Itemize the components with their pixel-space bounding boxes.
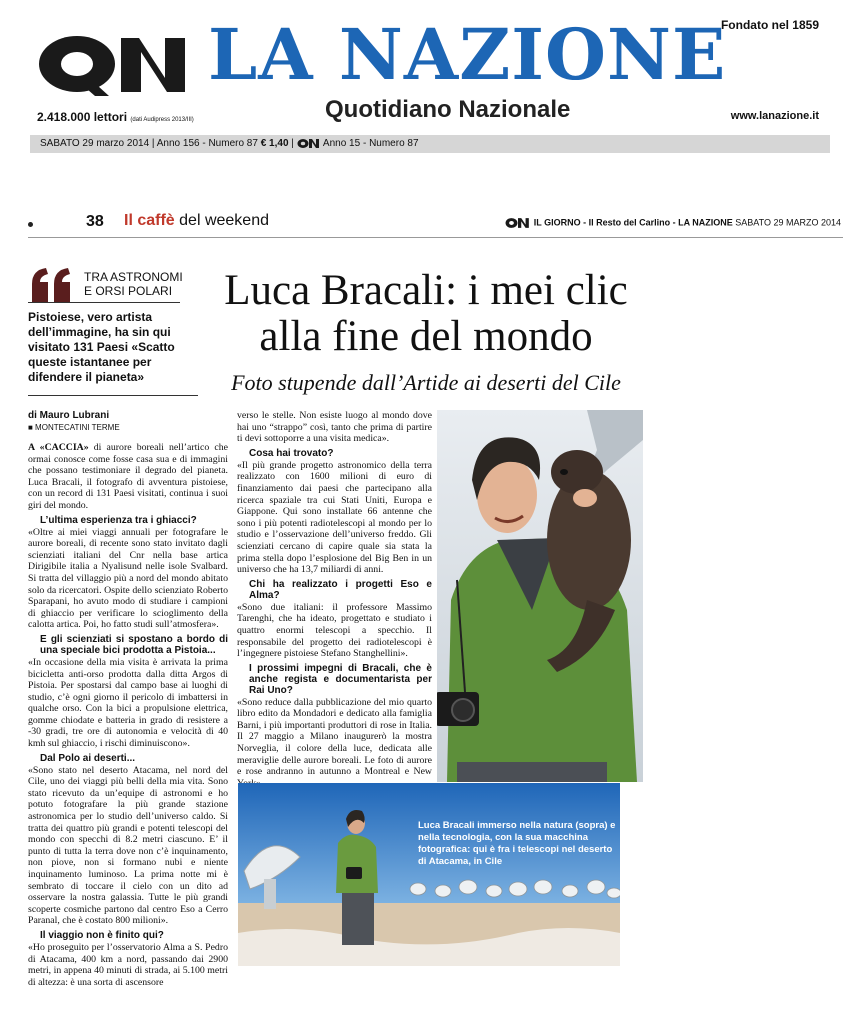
- body-column-2: [237, 410, 432, 791]
- qn-logo: [35, 30, 197, 100]
- photo-desert: [238, 783, 620, 966]
- question-3: Dal Polo ai deserti...: [40, 752, 136, 764]
- issue-date: SABATO 29 marzo 2014: [40, 138, 150, 149]
- kicker: [84, 270, 183, 298]
- headline-line-1: Luca Bracali: i mei clic: [224, 267, 628, 314]
- question-4: Il viaggio non è finito qui?: [40, 929, 164, 941]
- readers-note: (dati Audipress 2013/III): [130, 117, 194, 123]
- kicker-divider: [28, 302, 180, 303]
- lead-paragraph: [28, 442, 228, 512]
- answer-5: «Il più grande progetto astronomico della terra realizzato con 1600 milioni di euro di finanziamento dai paesi che partecipano alla ricerca spaziale tra cui Stati Uniti, Europa e Giappone. Qui sono installate 66 antenne che sono i più potenti radiotelescopi al mondo per lo studio e l’osservazione dell’universo freddo. Gli scienziati cercano di capire quale sia stata la prima stella dopo l’esplosione del Big Ben in un universo che ha 13,7 miliardi di anni.: [237, 459, 432, 576]
- byline: [28, 410, 120, 434]
- section-title-bold: Il caffè: [124, 212, 175, 229]
- answer-7: «Sono reduce dalla pubblicazione del mio quarto libro edito da Mondadori e dedicato alla famiglia Barni, i più importanti produttori di rose in Italia. Il 27 maggio a Milano inaugurerò la mostra Norveglia, il colore della luce, dedicata alle meraviglie delle aurore boreali. Le foto di aurore e rose andranno in autunno a Montreal e New: [237, 696, 432, 778]
- headline: [196, 268, 656, 360]
- date-bar: SABATO 29 marzo 2014 | Anno 156 - Numero 87 € 1,40 | Anno 15 - Numero 87: [30, 135, 830, 153]
- photo-caption: Luca Bracali immerso nella natura (sopra) e nella tecnologia, con la sua macchina fotografica: qui è fra i telescopi nel deserto di Atacama, in Cile: [418, 820, 616, 867]
- kicker-line-2: E ORSI POLARI: [84, 284, 173, 298]
- quote-mark-icon: [30, 268, 74, 302]
- lead-text: di aurore boreali nell’artico che ormai conosce come fosse casa sua e di immagini che possano testimoniare il degrado del pianeta. Luca Bracali, il fotografo di avventura pistoiese, con un record di 131 Paesi visitati, continua i suoi giri del mondo.: [28, 442, 229, 511]
- dateline: ■ MONTECATINI TERME: [28, 423, 120, 432]
- qn-issue-number: Anno 15 - Numero 87: [322, 138, 419, 149]
- photo-portrait-image: [437, 410, 643, 782]
- headline-line-2: alla fine del mondo: [259, 313, 593, 360]
- question-1: L’ultima esperienza tra i ghiacci?: [40, 514, 197, 526]
- question-6: Chi ha realizzato i progetti Eso e Alma?: [249, 578, 432, 601]
- answer-4: «Ho proseguito per l’osservatorio Alma a S. Pedro di Atacama, 400 km a nord, passando dai 2900 metri, in appena 40 minuti di strada, ai 5.100 metri di altezza: è una sorta di ascensore: [28, 941, 228, 988]
- founded-note: Fondato nel 1859: [720, 18, 819, 32]
- issue-price: € 1,40: [260, 138, 289, 149]
- qn-mini-logo: [297, 138, 321, 149]
- body-column-1: [28, 442, 228, 990]
- author: di Mauro Lubrani: [28, 410, 110, 421]
- photo-portrait: [437, 410, 643, 782]
- question-7: I prossimi impegni di Bracali, che è anche regista e documentarista per Rai Uno?: [249, 662, 432, 696]
- photo-desert-image: [238, 783, 620, 966]
- partner-papers: IL GIORNO - Il Resto del Carlino - LA NAZIONE: [533, 217, 733, 228]
- qn-mini-logo-header: [505, 217, 531, 229]
- issue-number: Anno 156 - Numero 87: [156, 138, 258, 149]
- masthead: [0, 0, 857, 160]
- bullet-dot: [28, 222, 33, 227]
- lead-bold: A «CACCIA»: [28, 442, 89, 453]
- answer-6: «Sono due italiani: il professore Massimo Tarenghi, che ha ideato, progettato e studiato i quattro enormi telescopi a specchio. Il responsabile del progetto dei radiotelescopi è l’ingegnere pistoiese Stefano Stanghellini».: [237, 601, 432, 660]
- page-header: [28, 210, 843, 238]
- page-number: 38: [86, 213, 104, 230]
- answer-3: «Sono stato nel deserto Atacama, nel nord del Cile, uno dei viaggi più belli della mia vita. Sono stato ricevuto da un’equipe di astronomi e ho potuto fotografare la più grande stazione astronomica per lo studio dell’universo caldo. Si tratta dei quattro più grandi e potenti telescopi del mondo con specchi di 8.2 metri ciascuno. E’ il punto di tutta la terra dove non c’è inquinamento, non piove, non si formano nubi e niente inquinamento luminoso. La prima notte mi è sembrato di toccare il cielo con un dito ad osservare la nostra galassia. Tutte le più grandi scoperte cosmiche partono dal centro Eso a Cerro Paranal, che è costato 800 milioni».: [28, 764, 228, 927]
- summary-divider: [28, 395, 198, 396]
- answer-1: «Oltre ai miei viaggi annuali per fotografare le aurore boreali, di recente sono stato invitato dagli scienziati italiani del Cnr nella base artica Dirigibile italia a Nyalisund nelle isole Svalbard. Si tratta del villaggio più a nord del mondo abitato solo da ricercatori. Ospite dello scienziato Roberto Sparapani, ho avuto modo di studiare i campioni di ghiaccio per verificare lo scioglimento della calotta artica. Poi, ho fatto studi sull’atmosfera».: [28, 526, 228, 631]
- readers-count: [37, 110, 194, 124]
- newspaper-title: LA NAZIONE: [208, 13, 727, 96]
- website-link[interactable]: www.lanazione.it: [730, 110, 819, 122]
- summary: Pistoiese, vero artista dell’immagine, ha sin qui visitato 131 Paesi «Scatto queste istantanee per difendere il pianeta»: [28, 310, 175, 384]
- section-title-rest: del weekend: [179, 212, 269, 229]
- readers-value: 2.418.000 lettori: [37, 110, 128, 124]
- page-header-right: [505, 217, 841, 229]
- section-title: [124, 212, 269, 230]
- answer-2: «In occasione della mia visita è arrivata la prima bicicletta anti-orso prodotta dalla ditta Argos di Pistoia. Per spostarsi dal campo base ai luoghi di studio, c’è ogni giorno il pericolo di imbattersi in qualche orso. Con la bici a propulsione elettrica, gomme chiodate e batteria in grado di resistere a -30 gradi, tre ore di autonomia e velocità di 40 kmh sul ghiaccio, i rischi diminuiscono».: [28, 656, 228, 750]
- qn-logo-text: QN: [116, 70, 118, 71]
- question-5: Cosa hai trovato?: [249, 447, 334, 459]
- continued-paragraph: verso le stelle. Non esiste luogo al mondo dove hai uno “strappo” così, tanto che prima di partire ti devi sottoporre a una visita medica».: [237, 410, 432, 445]
- question-2: E gli scienziati si spostano a bordo di una speciale bici prodotta a Pistoia...: [40, 633, 228, 656]
- kicker-line-1: TRA ASTRONOMI: [84, 270, 183, 284]
- deck: Foto stupende dall’Artide ai deserti del Cile: [231, 370, 621, 395]
- newspaper-subtitle: Quotidiano Nazionale: [325, 96, 571, 123]
- page-header-date: SABATO 29 MARZO 2014: [735, 217, 841, 228]
